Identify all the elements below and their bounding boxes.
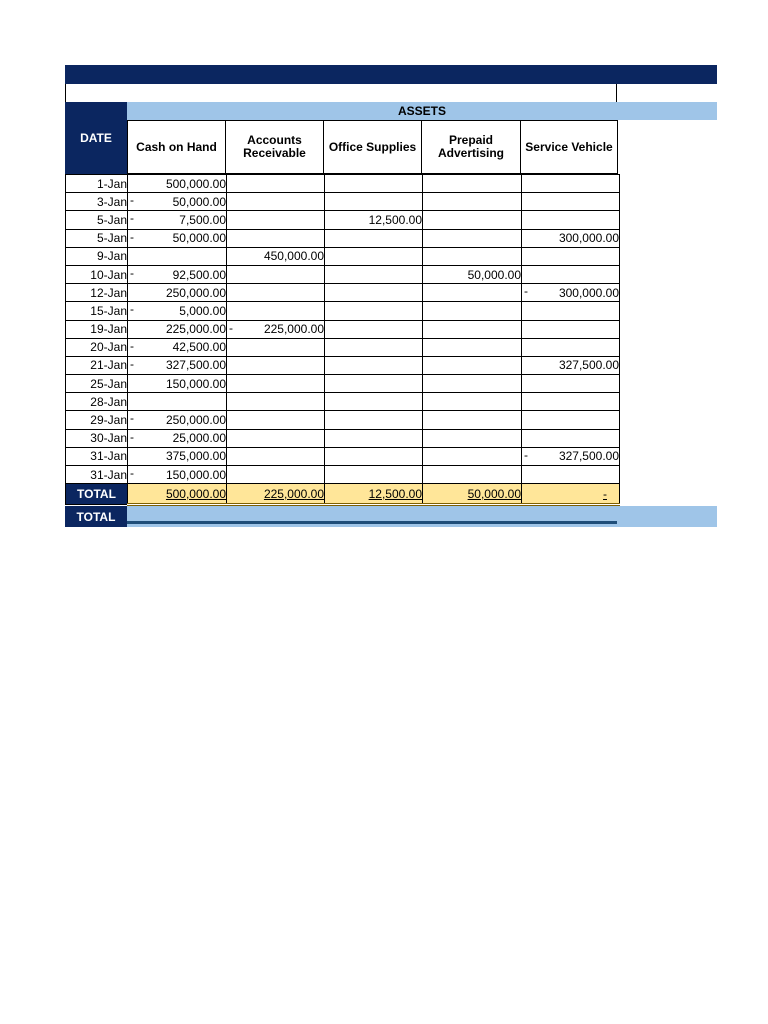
amount-value: 250,000.00 [165,413,226,428]
table-row [66,356,620,374]
amount-cell [325,211,423,229]
date-cell: 19-Jan [66,320,128,338]
date-cell: 25-Jan [66,375,128,393]
amount-cell [423,411,522,429]
amount-cell [423,211,522,229]
amount-cell [227,247,325,265]
amount-cell [227,356,325,374]
total-amount-cell [325,484,423,505]
amount-cell [227,411,325,429]
amount-value: 327,500.00 [558,449,619,464]
date-cell: 21-Jan [66,356,128,374]
table-row [66,302,620,320]
date-cell: 20-Jan [66,338,128,356]
amount-cell [522,211,620,229]
amount-cell [423,338,522,356]
column-header-service-vehicle: Service Vehicle [520,120,618,174]
amount-cell [423,284,522,302]
title-bar [65,65,717,84]
amount-cell [128,338,227,356]
total-label: TOTAL [66,484,128,505]
amount-cell [128,356,227,374]
table-row [66,411,620,429]
date-cell: 12-Jan [66,284,128,302]
date-cell: 5-Jan [66,211,128,229]
amount-cell [423,320,522,338]
amount-cell [325,375,423,393]
total-amount-value: - [603,486,607,501]
amount-cell [423,466,522,484]
amount-value: 50,000.00 [172,194,226,209]
amount-cell [128,247,227,265]
amount-cell [522,284,620,302]
amount-value: 500,000.00 [165,176,226,191]
negative-marker: - [130,466,134,480]
amount-cell [325,175,423,193]
amount-cell [423,356,522,374]
total-row [66,484,620,505]
amount-cell [128,320,227,338]
negative-marker: - [130,229,134,244]
amount-cell [423,375,522,393]
table-row [66,429,620,447]
column-header-cash-on-hand: Cash on Hand [127,120,226,174]
total-amount-value: 225,000.00 [263,486,324,501]
amount-cell [423,429,522,447]
amount-cell [522,247,620,265]
amount-cell [227,175,325,193]
negative-marker: - [130,265,134,280]
date-column-header: DATE [65,102,127,174]
amount-cell [128,211,227,229]
total-amount-value: 12,500.00 [368,486,422,501]
amount-cell [227,193,325,211]
assets-group-label: ASSETS [397,104,446,118]
amount-cell [423,193,522,211]
table-row [66,393,620,411]
amount-cell [423,247,522,265]
journal-table [65,174,620,506]
amount-value: 327,500.00 [165,358,226,373]
amount-cell [227,447,325,465]
amount-cell [522,447,620,465]
amount-cell [522,375,620,393]
amount-cell [128,175,227,193]
amount-cell [128,429,227,447]
amount-cell [128,193,227,211]
amount-cell [522,229,620,247]
amount-value: 42,500.00 [172,340,226,355]
column-header-accounts-receivable: Accounts Receivable [225,120,324,174]
negative-marker: - [229,320,233,335]
table-row [66,175,620,193]
blank-title-row [65,84,617,102]
table-row [66,466,620,484]
total-amount-cell [522,484,620,505]
total-amount-value: 500,000.00 [165,486,226,501]
table-row [66,193,620,211]
amount-cell [522,338,620,356]
amount-cell [423,175,522,193]
amount-cell [128,466,227,484]
date-cell: 1-Jan [66,175,128,193]
amount-value: 7,500.00 [179,212,226,227]
amount-value: 50,000.00 [172,231,226,246]
amount-cell [522,429,620,447]
amount-value: 450,000.00 [263,249,324,264]
amount-cell [423,265,522,283]
column-header-prepaid-advertising: Prepaid Advertising [421,120,521,174]
amount-cell [325,338,423,356]
table-row [66,265,620,283]
table-row [66,211,620,229]
amount-cell [128,265,227,283]
amount-value: 150,000.00 [165,376,226,391]
amount-cell [227,320,325,338]
amount-cell [128,375,227,393]
table-row [66,320,620,338]
total-row-2-rule [127,521,617,524]
amount-cell [227,375,325,393]
amount-cell [325,356,423,374]
negative-marker: - [130,338,134,353]
amount-cell [522,356,620,374]
amount-cell [227,265,325,283]
table-row [66,338,620,356]
table-row [66,229,620,247]
total-row-2-label: TOTAL [65,506,127,527]
total-amount-cell [128,484,227,505]
date-cell: 28-Jan [66,393,128,411]
amount-cell [423,229,522,247]
amount-cell [325,429,423,447]
table-row [66,447,620,465]
amount-cell [325,193,423,211]
amount-cell [522,466,620,484]
amount-cell [128,447,227,465]
amount-value: 5,000.00 [179,303,226,318]
amount-cell [522,411,620,429]
amount-cell [227,211,325,229]
amount-value: 92,500.00 [172,267,226,282]
negative-marker: - [130,211,134,226]
amount-value: 327,500.00 [558,358,619,373]
amount-cell [522,175,620,193]
amount-cell [423,302,522,320]
amount-cell [325,447,423,465]
negative-marker: - [130,411,134,426]
amount-cell [227,229,325,247]
amount-cell [128,393,227,411]
date-cell: 31-Jan [66,447,128,465]
amount-cell [128,284,227,302]
total-amount-cell [423,484,522,505]
amount-value: 375,000.00 [165,449,226,464]
amount-cell [227,284,325,302]
amount-value: 300,000.00 [558,231,619,246]
column-header-office-supplies: Office Supplies [323,120,422,174]
amount-cell [522,302,620,320]
amount-cell [128,411,227,429]
amount-cell [227,466,325,484]
amount-cell [325,229,423,247]
journal-table-body [66,175,620,505]
amount-cell [325,411,423,429]
amount-cell [227,393,325,411]
amount-cell [522,320,620,338]
amount-cell [325,247,423,265]
amount-cell [522,193,620,211]
date-cell: 15-Jan [66,302,128,320]
negative-marker: - [524,447,528,462]
amount-value: 12,500.00 [368,212,422,227]
amount-cell [423,393,522,411]
amount-value: 300,000.00 [558,285,619,300]
amount-cell [325,466,423,484]
negative-marker: - [130,302,134,317]
amount-cell [325,265,423,283]
table-row [66,247,620,265]
amount-cell [522,265,620,283]
amount-value: 225,000.00 [165,322,226,337]
negative-marker: - [130,429,134,444]
amount-cell [325,284,423,302]
amount-cell [325,320,423,338]
amount-value: 225,000.00 [263,322,324,337]
amount-cell [227,429,325,447]
amount-cell [325,393,423,411]
amount-cell [128,302,227,320]
amount-value: 50,000.00 [467,267,521,282]
negative-marker: - [130,193,134,208]
amount-cell [227,302,325,320]
date-cell: 9-Jan [66,247,128,265]
table-row [66,284,620,302]
amount-value: 250,000.00 [165,285,226,300]
date-cell: 10-Jan [66,265,128,283]
total-amount-value: 50,000.00 [467,486,521,501]
date-cell: 29-Jan [66,411,128,429]
date-cell: 31-Jan [66,466,128,484]
amount-cell [325,302,423,320]
amount-cell [227,338,325,356]
negative-marker: - [130,356,134,371]
amount-cell [128,229,227,247]
amount-value: 150,000.00 [165,467,226,482]
amount-cell [522,393,620,411]
amount-value: 25,000.00 [172,431,226,446]
date-cell: 3-Jan [66,193,128,211]
date-cell: 30-Jan [66,429,128,447]
negative-marker: - [524,284,528,299]
date-cell: 5-Jan [66,229,128,247]
amount-cell [423,447,522,465]
table-row [66,375,620,393]
total-amount-cell [227,484,325,505]
